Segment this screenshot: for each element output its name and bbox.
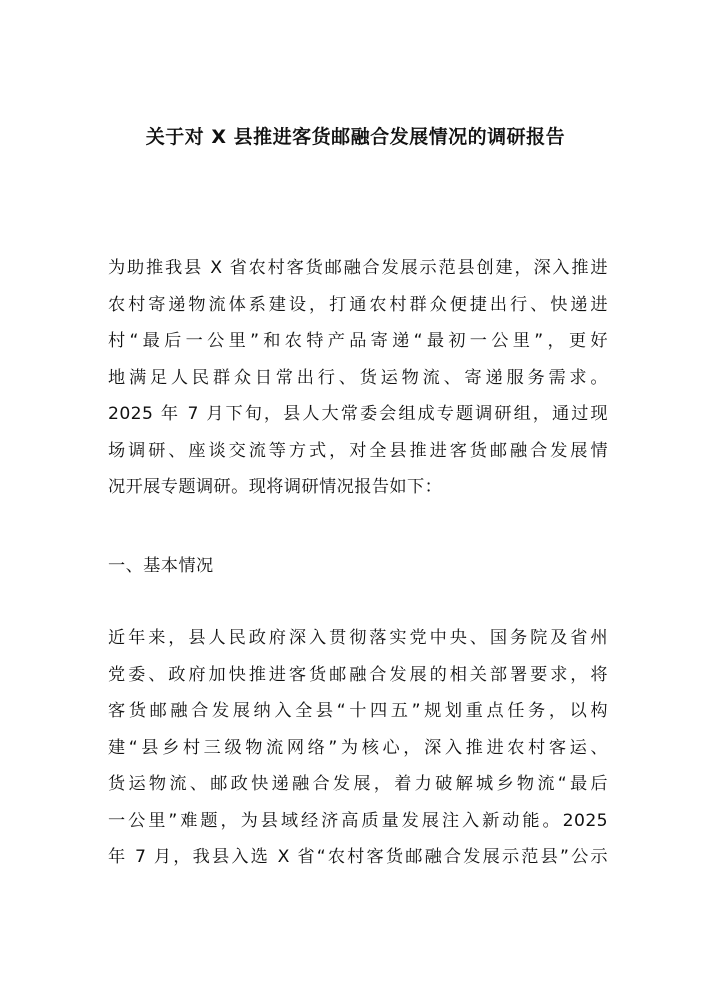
intro-line: 为助推我县 X 省农村客货邮融合发展示范县创建，深入推进: [108, 258, 608, 278]
intro-line: 2025 年 7 月下旬，县人大常委会组成专题调研组，通过现: [108, 404, 608, 424]
intro-line: 农村寄递物流体系建设，打通农村群众便捷出行、快递进: [108, 294, 608, 315]
section1-line: 客货邮融合发展纳入全县“十四五”规划重点任务，以构: [108, 701, 608, 721]
section1-line: 一公里”难题，为县域经济高质量发展注入新动能。2025: [108, 810, 608, 831]
section1-line: 年 7 月，我县入选 X 省“农村客货邮融合发展示范县”公示: [108, 847, 608, 867]
section1-line: 货运物流、邮政快递融合发展，着力破解城乡物流“最后: [108, 774, 608, 794]
section1-paragraph: [108, 620, 608, 876]
intro-line: 村“最后一公里”和农特产品寄递“最初一公里”，更好: [108, 331, 608, 351]
section-heading: 一、基本情况: [108, 556, 214, 576]
intro-line: 况开展专题调研。现将调研情况报告如下：: [108, 477, 443, 497]
intro-line: 地满足人民群众日常出行、货运物流、寄递服务需求。: [108, 367, 608, 388]
intro-paragraph: [108, 250, 608, 506]
section1-line: 建“县乡村三级物流网络”为核心，深入推进农村客运、: [108, 737, 608, 758]
intro-line: 场调研、座谈交流等方式，对全县推进客货邮融合发展情: [108, 440, 608, 461]
section1-line: 党委、政府加快推进客货邮融合发展的相关部署要求，将: [108, 664, 608, 685]
section1-line: 近年来，县人民政府深入贯彻落实党中央、国务院及省州: [108, 628, 608, 648]
document-title: 关于对 X 县推进客货邮融合发展情况的调研报告: [145, 126, 566, 148]
